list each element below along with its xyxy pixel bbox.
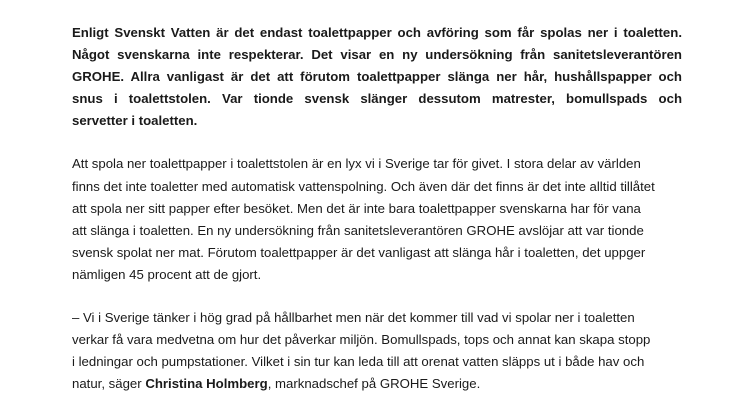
attribution-suffix: , marknadschef på GROHE Sverige. — [267, 376, 481, 392]
body-line: att slänga i toaletten. En ny undersökning från sanitetsleverantören GROHE avslöjar att var tionde — [72, 222, 644, 238]
lead-line: snus i toalettstolen. Var tionde svensk slänger dessutom matrester, bomullspads och — [72, 91, 682, 107]
speaker-name: Christina Holmberg — [145, 376, 268, 392]
body-line: nämligen 45 procent att de gjort. — [72, 266, 262, 282]
body-line: att spola ner sitt papper efter besöket. Men det är inte bara toalettpapper svenskarna har för vana — [72, 200, 641, 216]
quote-line: – Vi i Sverige tänker i hög grad på hållbarhet men när det kommer till vad vi spolar ner i toaletten — [72, 310, 635, 326]
body-line: Att spola ner toalettpapper i toalettstolen är en lyx vi i Sverige tar för givet. I stora delar av världen — [72, 156, 641, 172]
quote-line-attribution — [72, 373, 682, 395]
body-paragraph-2 — [72, 307, 682, 395]
document-body — [72, 22, 682, 416]
quote-line: i ledningar och pumpstationer. Vilket i sin tur kan leda till att orenat vatten släpps ut i både hav och — [72, 354, 645, 370]
lead-line: servetter i toaletten. — [72, 113, 198, 129]
lead-line: GROHE. Allra vanligast är det att förutom toalettpapper slänga ner hår, hushållspapper och — [72, 69, 682, 85]
body-paragraph-1 — [72, 153, 682, 286]
quote-line: verkar få vara medvetna om hur det påverkar miljön. Bomullspads, tops och annat kan skapa stopp — [72, 332, 651, 348]
lead-paragraph — [72, 22, 682, 132]
lead-line: Något svenskarna inte respekterar. Det visar en ny undersökning från sanitetsleverantören — [72, 47, 682, 63]
body-line: svensk spolat ner mat. Förutom toalettpapper är det vanligast att slänga hår i toaletten, det uppger — [72, 244, 646, 260]
attribution-prefix: natur, säger — [72, 376, 146, 392]
body-line: finns det inte toaletter med automatisk vattenspolning. Och även där det finns är det inte alltid tillåtet — [72, 178, 655, 194]
lead-line: Enligt Svenskt Vatten är det endast toalettpapper och avföring som får spolas ner i toaletten. — [72, 25, 682, 40]
